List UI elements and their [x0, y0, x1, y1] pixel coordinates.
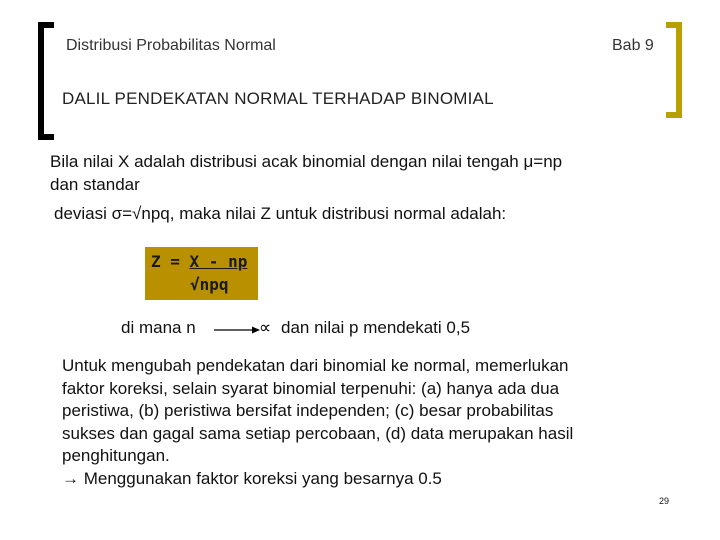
infinity-symbol: ∝ — [259, 318, 272, 337]
left-bracket-decoration — [38, 22, 54, 140]
conclusion-line — [62, 468, 682, 491]
z-formula-box — [145, 247, 258, 300]
body-line: peristiwa, (b) peristiwa bersifat independen; (c) besar probabilitas — [62, 401, 554, 420]
formula-numerator: X - np — [189, 252, 248, 271]
header-subject: Distribusi Probabilitas Normal — [66, 37, 276, 54]
formula-numerator-line — [151, 252, 247, 271]
conclusion-text: Menggunakan faktor koreksi yang besarnya 0.5 — [79, 468, 442, 488]
intro-line: Bila nilai X adalah distribusi acak binomial dengan nilai tengah μ=np — [50, 152, 563, 171]
right-arrow-icon — [214, 325, 260, 335]
formula-lhs: Z = — [151, 252, 190, 271]
body-line: penghitungan. — [62, 446, 170, 465]
condition-right: dan nilai p mendekati 0,5 — [281, 318, 471, 337]
intro-paragraph — [50, 150, 562, 225]
header-chapter: Bab 9 — [612, 37, 654, 54]
body-paragraph — [62, 355, 682, 490]
body-line: faktor koreksi, selain syarat binomial terpenuhi: (a) hanya ada dua — [62, 378, 560, 398]
intro-line: dan standar — [50, 175, 140, 194]
body-line: sukses dan gagal sama setiap percobaan, (d) data merupakan hasil — [62, 423, 574, 443]
formula-denominator: √npq — [190, 275, 229, 294]
condition-left: di mana n — [121, 318, 196, 337]
arrow-icon: → — [62, 468, 79, 488]
intro-line: deviasi σ=√npq, maka nilai Z untuk distribusi normal adalah: — [54, 204, 507, 223]
page-number: 29 — [659, 496, 670, 506]
right-bracket-decoration — [666, 22, 682, 118]
slide-title: DALIL PENDEKATAN NORMAL TERHADAP BINOMIAL — [62, 89, 494, 108]
body-line: Untuk mengubah pendekatan dari binomial ke normal, memerlukan — [62, 356, 569, 375]
